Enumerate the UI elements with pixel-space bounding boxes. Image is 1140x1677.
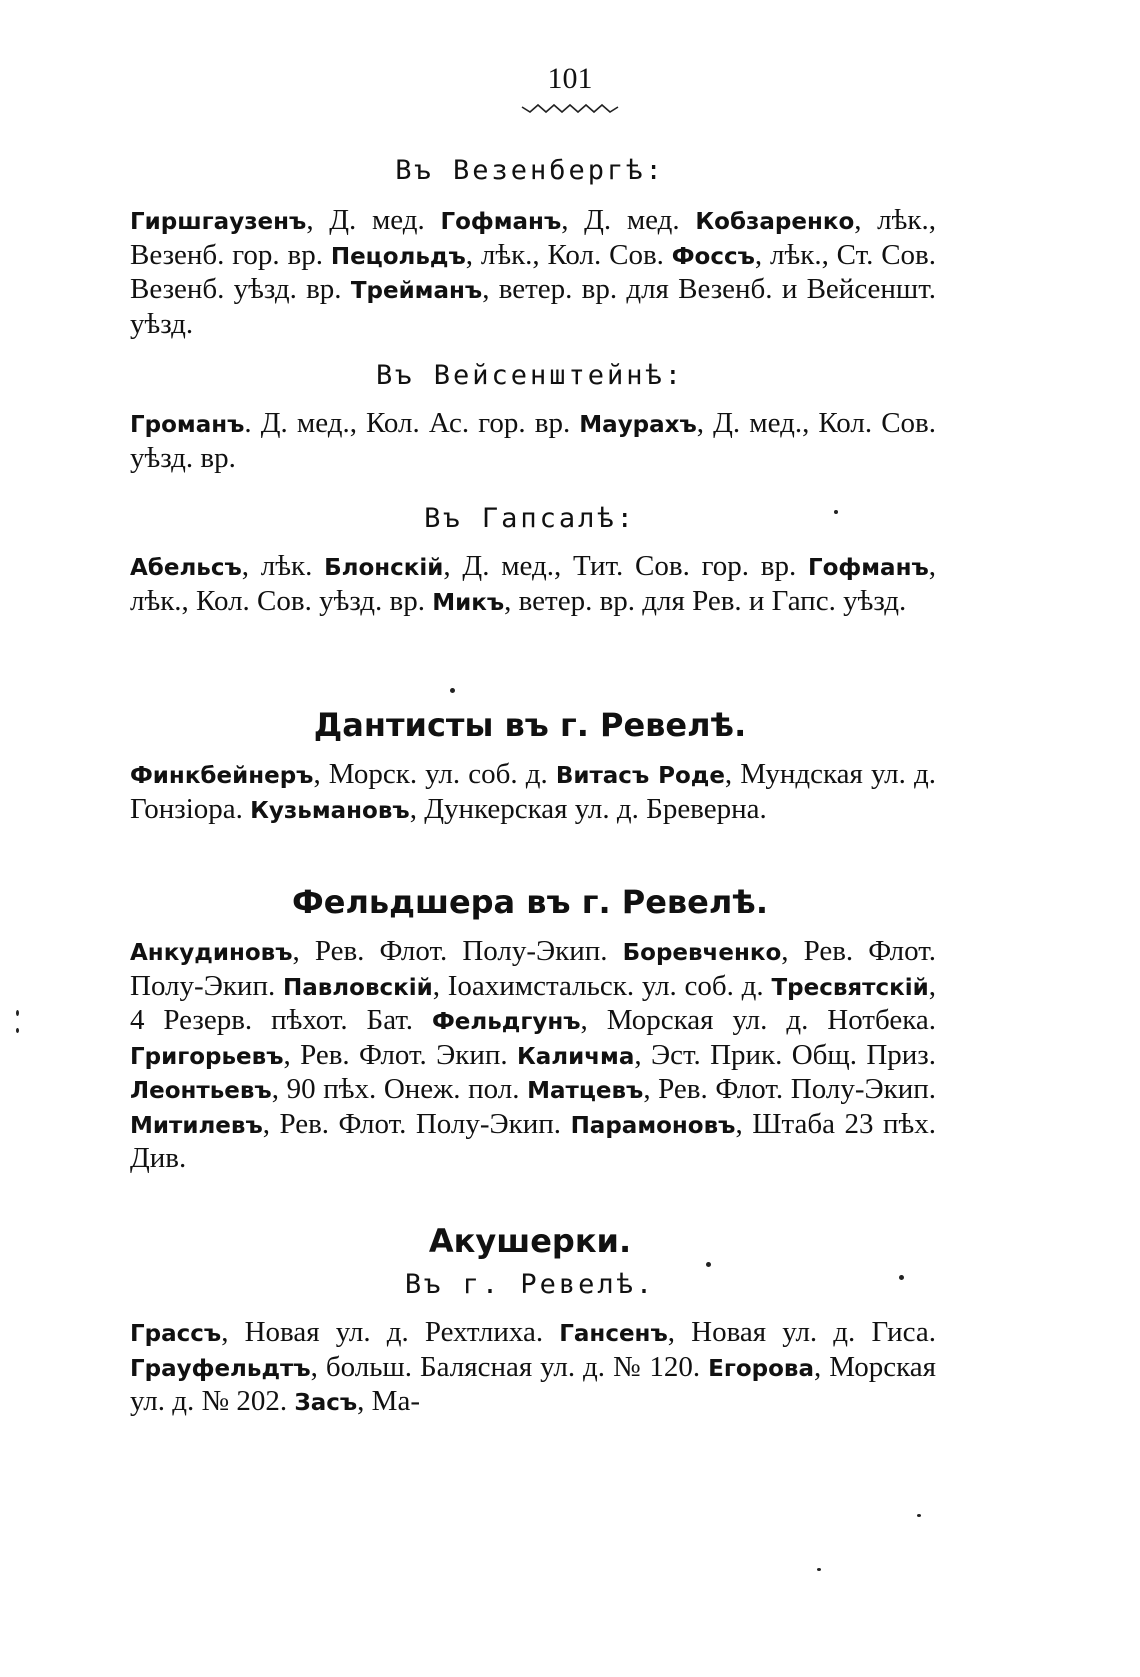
ornament-flourish: [0, 100, 1140, 119]
scan-speck: [16, 1010, 19, 1016]
entry-text: , Новая ул. д. Рехтлиха.: [221, 1316, 560, 1348]
entry-text: . Д. мед., Кол. Ас. гор. вр.: [244, 407, 580, 439]
entry-name: Григорьевъ: [130, 1043, 284, 1070]
entry-name: Грассъ: [130, 1321, 222, 1347]
section-body-midwives: [130, 1316, 936, 1420]
entry-name: Митилевъ: [130, 1112, 263, 1139]
entry-text: , лѣк., Кол. Сов. уѣзд. вр.: [130, 550, 936, 617]
entry-text: , Эст. Прик. Общ. Приз.: [634, 1038, 936, 1071]
entry-text: , Дункерская ул. д. Бреверна.: [409, 792, 767, 825]
scan-speck: [706, 1262, 711, 1267]
entry-name: Пецольдъ: [330, 243, 466, 270]
entry-text: , Ма-: [357, 1385, 420, 1417]
section-body-weissenstein: [130, 407, 936, 474]
entry-text: , лѣк., Везенб. гор. вр.: [130, 204, 936, 271]
entry-name: Гофманъ: [440, 209, 562, 235]
entry-name: Кобзаренко: [695, 209, 855, 235]
scan-speck: [834, 510, 838, 514]
entry-name: Парамоновъ: [570, 1112, 736, 1139]
entry-name: Засъ: [294, 1390, 358, 1416]
entry-name: Гиршгаузенъ: [130, 209, 307, 235]
entry-name: Блонскій: [324, 555, 444, 581]
entry-name: Фоссъ: [671, 243, 755, 270]
entry-text: , Д. мед.: [561, 204, 696, 236]
entry-text: , 90 пѣх. Онеж. пол.: [271, 1073, 528, 1105]
entry-text: , лѣк., Ст. Сов. Везенб. уѣзд. вр.: [130, 238, 936, 305]
entry-text: , Рев. Флот. Полу-Экип.: [130, 935, 936, 1002]
entry-name: Кузьмановъ: [250, 797, 410, 824]
section-body-hapsal: [130, 550, 936, 619]
entry-name: Грауфельдтъ: [130, 1355, 311, 1382]
entry-name: Микъ: [432, 589, 505, 616]
entry-text: , Морск. ул. соб. д.: [313, 758, 556, 790]
section-body-wesenberg: [130, 204, 936, 340]
scan-speck: [450, 688, 455, 693]
entry-text: , ветер. вр. для Везенб. и Вейсеншт. уѣзд.: [130, 273, 937, 340]
section-heading-feldshers: Фельдшера въ г. Ревелѣ.: [292, 883, 768, 921]
entry-text: , больш. Балясная ул. д. № 120.: [310, 1350, 709, 1383]
entry-text: , Д. мед., Кол. Сов. уѣзд. вр.: [130, 407, 936, 474]
section-heading-hapsal: Въ Гапсалѣ:: [424, 503, 636, 534]
entry-text: , Д. мед., Тит. Сов. гор. вр.: [443, 550, 808, 582]
entry-name: Витасъ Роде: [555, 763, 725, 789]
entry-name: Егорова: [708, 1355, 814, 1382]
entry-text: , Рев. Флот. Полу-Экип.: [262, 1107, 571, 1140]
section-body-dentists: [130, 758, 936, 827]
entry-text: , лѣк.: [241, 550, 325, 582]
section-heading-dentists: Дантисты въ г. Ревелѣ.: [313, 706, 747, 744]
entry-text: , Штаба 23 пѣх. Див.: [130, 1107, 936, 1174]
entry-name: Фельдгунъ: [431, 1009, 581, 1035]
entry-text: , Мундская ул. д. Гонзіора.: [130, 758, 936, 825]
entry-name: Каличма: [516, 1043, 635, 1070]
entry-text: , Іоахимстальск. ул. соб. д.: [432, 969, 772, 1002]
section-body-feldshers: [130, 935, 936, 1175]
section-heading-wesenberg: Въ Везенбергѣ:: [395, 155, 665, 186]
entry-name: Леонтьевъ: [130, 1078, 272, 1104]
entry-text: , лѣк., Кол. Сов.: [465, 238, 672, 271]
entry-text: , Рев. Флот. Экип.: [283, 1038, 517, 1071]
scan-speck: [917, 1514, 921, 1517]
entry-name: Боревченко: [622, 940, 782, 966]
entry-name: Анкудиновъ: [130, 940, 293, 966]
entry-name: Гофманъ: [807, 555, 929, 581]
entry-name: Гансенъ: [559, 1321, 668, 1347]
entry-text: , Д. мед.: [306, 204, 441, 236]
entry-name: Тресвятскій: [771, 974, 929, 1001]
entry-name: Матцевъ: [527, 1078, 644, 1104]
entry-text: , 4 Резерв. пѣхот. Бат.: [130, 969, 936, 1036]
section-heading-weissenstein: Въ Вейсенштейнѣ:: [375, 360, 685, 391]
entry-name: Павловскій: [282, 974, 433, 1001]
entry-text: , ветер. вр. для Рев. и Гапс. уѣзд.: [504, 584, 907, 617]
scan-speck: [899, 1275, 904, 1280]
entry-name: Громанъ: [130, 412, 245, 438]
scan-speck: [16, 1028, 19, 1033]
page-number: 101: [547, 62, 593, 95]
entry-name: Трейманъ: [350, 278, 483, 304]
entry-name: Абельсъ: [130, 555, 242, 581]
entry-name: Маурахъ: [579, 412, 697, 438]
entry-text: , Морская ул. д. № 202.: [130, 1350, 936, 1417]
entry-name: Финкбейнеръ: [130, 763, 314, 789]
entry-text: , Новая ул. д. Гиса.: [667, 1316, 936, 1348]
scan-speck: [817, 1568, 821, 1571]
entry-text: , Рев. Флот. Полу-Экип.: [292, 935, 623, 967]
entry-text: , Морская ул. д. Нотбека.: [580, 1004, 936, 1036]
entry-text: , Рев. Флот. Полу-Экип.: [643, 1073, 936, 1105]
section-heading-midwives: Акушерки.: [428, 1222, 632, 1260]
section-subheading-revel: Въ г. Ревелѣ.: [404, 1269, 656, 1300]
